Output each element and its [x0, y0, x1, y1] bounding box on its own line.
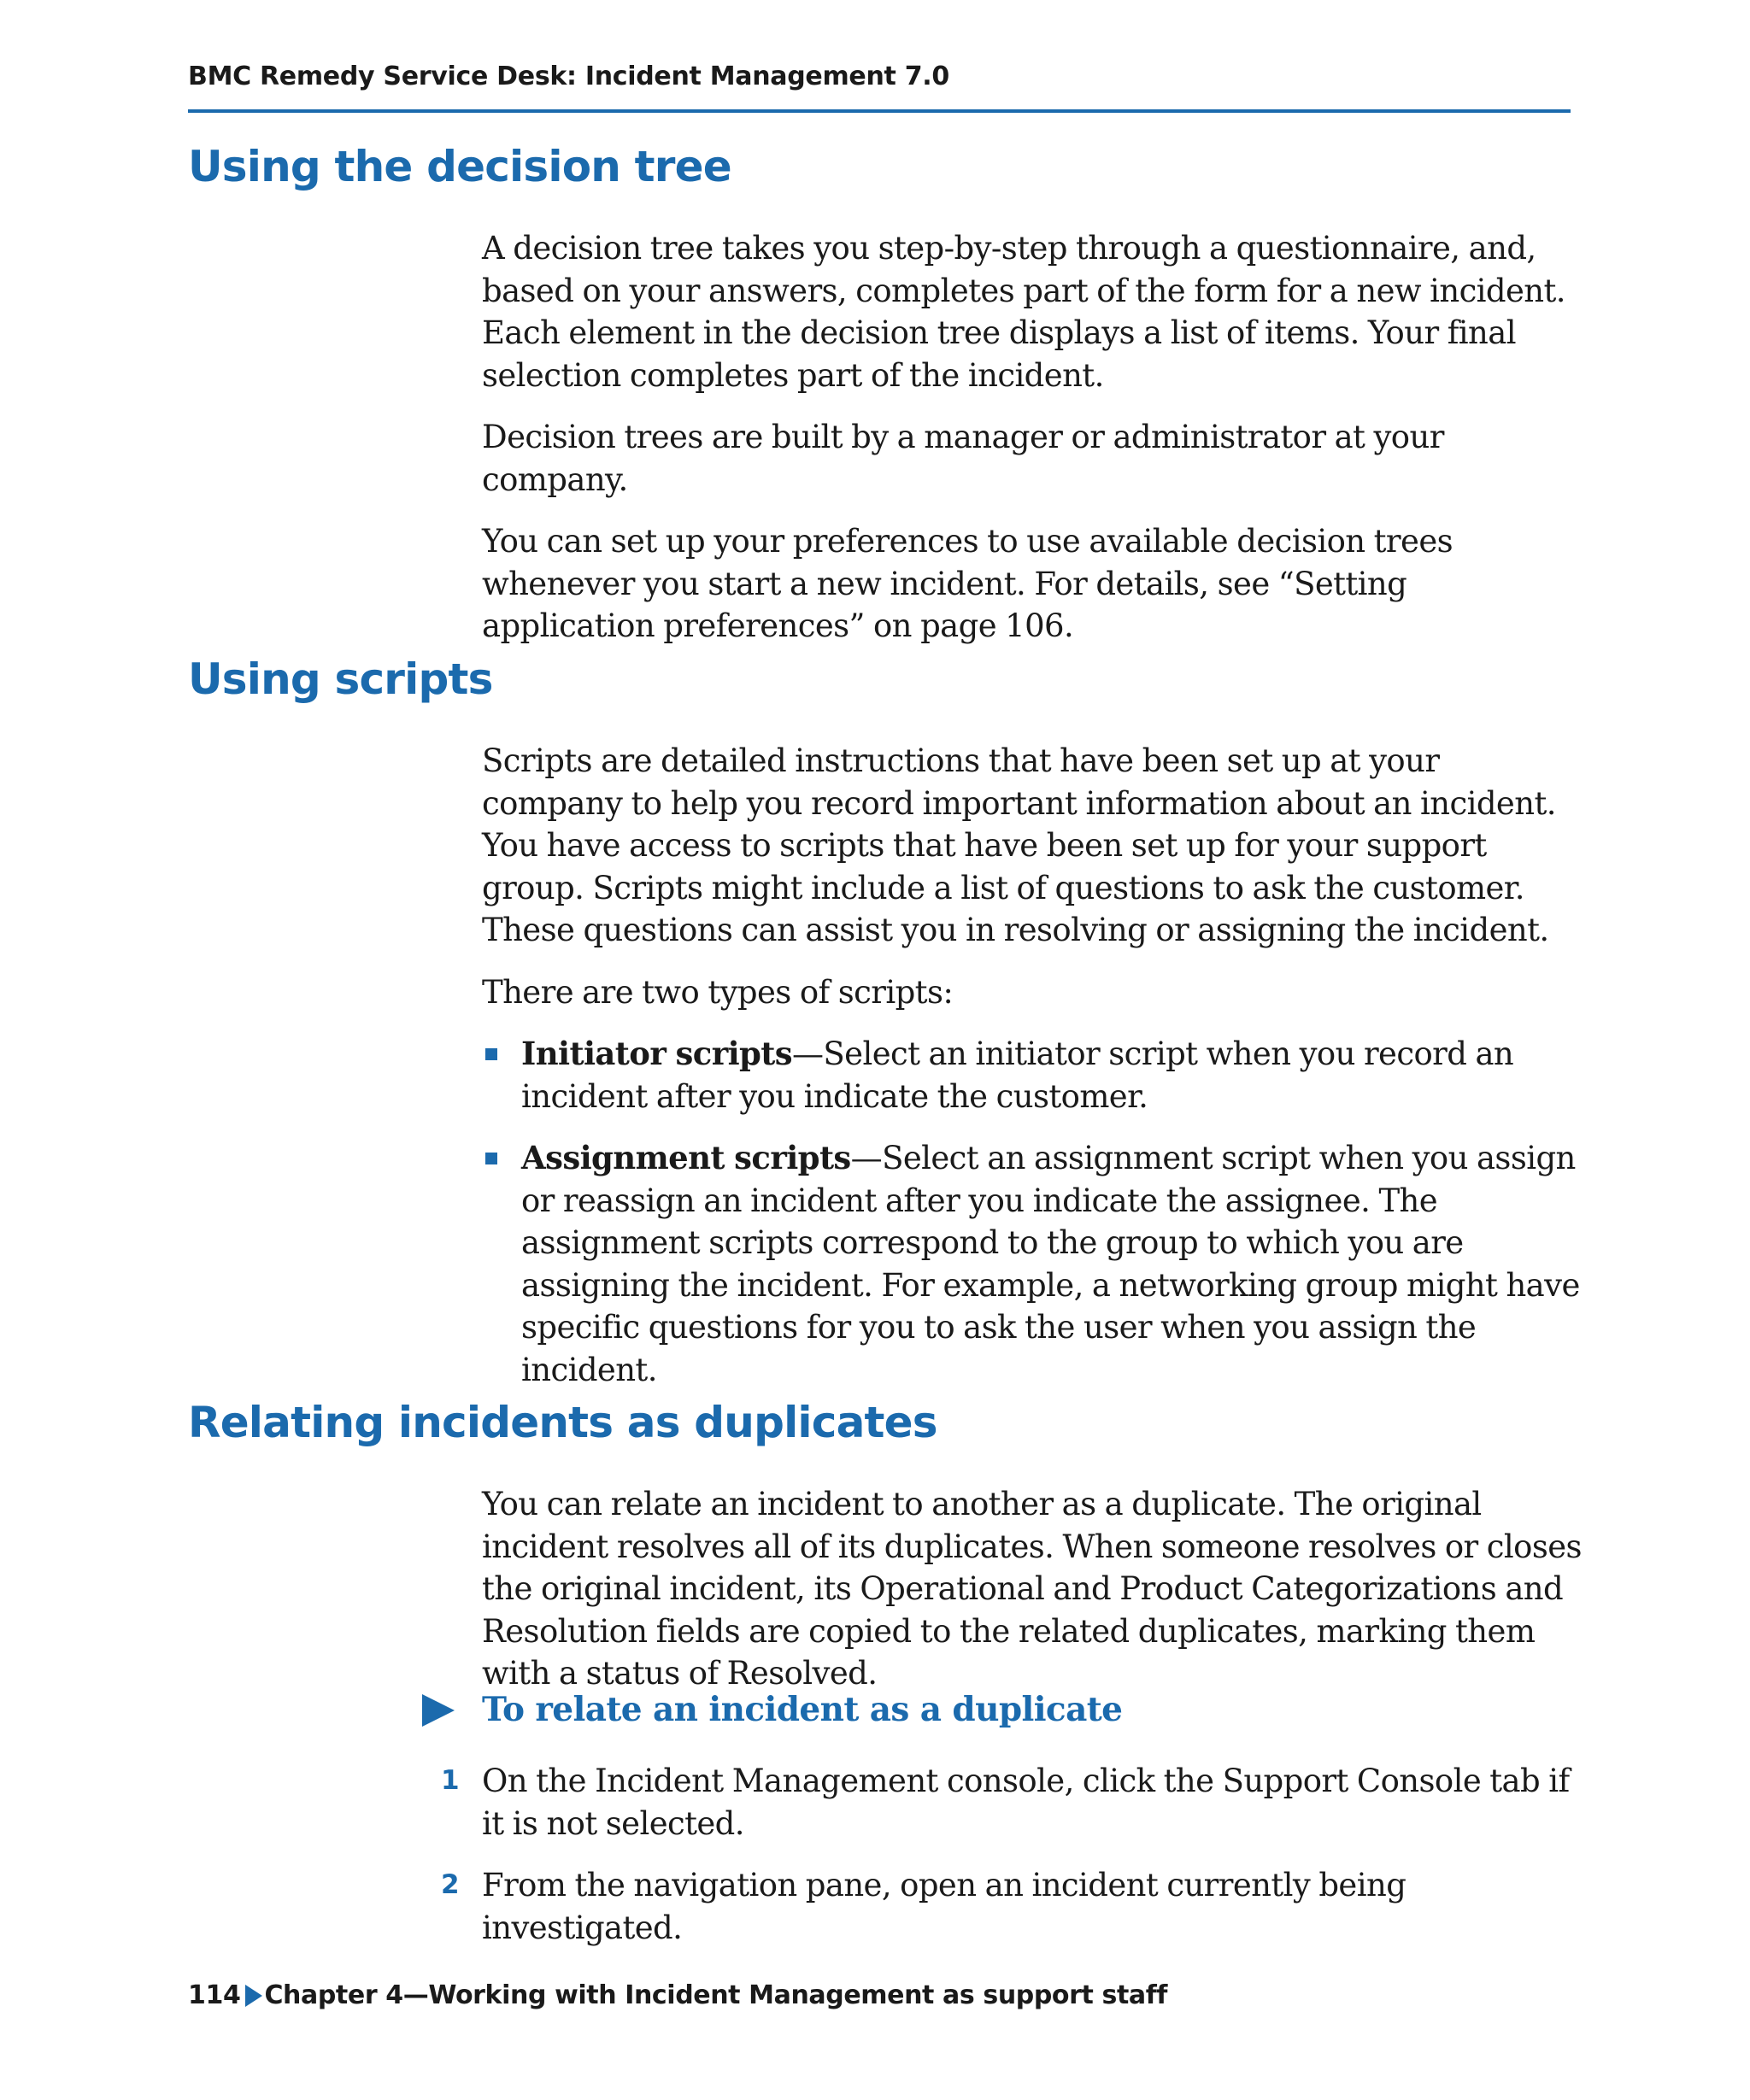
paragraph: You can relate an incident to another as a duplicate. The original incident resolves all of its duplicates. When someone resolves or closes the original incident, its Operational and Product Categorizations and Resolution fields are copied to the related duplicates, marking them with a status of Resolved. [482, 1486, 1582, 1692]
heading-relating-duplicates: Relating incidents as duplicates [188, 1398, 937, 1447]
script-types-list [482, 1033, 1584, 1391]
paragraph: Scripts are detailed instructions that have been set up at your company to help you record important information about an incident. You have access to scripts that have been set up for your support group. Scripts might include a list of questions to ask the customer. These questions can assist you in resolving or assigning the incident. [482, 742, 1556, 948]
paragraph: Decision trees are built by a manager or administrator at your company. [482, 419, 1444, 498]
procedure-step [438, 1760, 1584, 1845]
chapter-title: Chapter 4—Working with Incident Management as support staff [264, 1980, 1168, 2010]
scripts-body [482, 740, 1584, 1411]
triangle-right-icon [245, 1985, 262, 2007]
step-number: 1 [441, 1765, 459, 1796]
heading-decision-tree: Using the decision tree [188, 142, 731, 191]
header-rule [188, 109, 1571, 113]
step-number: 2 [441, 1869, 459, 1900]
bullet-text: —Select an assignment script when you assign or reassign an incident after you indicate the assignee. The assignment scripts correspond to the group to which you are assigning the incident. For example, a networking group might have specific questions for you to ask the user when you assign the incident. [521, 1140, 1580, 1388]
list-item [482, 1033, 1584, 1117]
square-bullet-icon [485, 1153, 497, 1164]
duplicates-body [482, 1483, 1584, 1715]
paragraph: A decision tree takes you step-by-step through a questionnaire, and, based on your answers, completes part of the form for a new incident. Each element in the decision tree displays a list of items. Your final selection completes part of the incident. [482, 230, 1565, 394]
decision-tree-body [482, 227, 1584, 667]
list-item [482, 1137, 1584, 1391]
square-bullet-icon [485, 1048, 497, 1060]
running-header: BMC Remedy Service Desk: Incident Management 7.0 [188, 62, 949, 91]
page-footer [188, 1980, 1167, 2010]
step-text: From the navigation pane, open an incident currently being investigated. [482, 1867, 1406, 1946]
page-number: 114 [188, 1980, 241, 2010]
bullet-term: Initiator scripts [521, 1035, 793, 1072]
paragraph: There are two types of scripts: [482, 973, 954, 1011]
heading-using-scripts: Using scripts [188, 654, 493, 704]
triangle-right-icon [422, 1694, 455, 1727]
bullet-term: Assignment scripts [521, 1139, 851, 1176]
procedure-title-text: To relate an incident as a duplicate [482, 1690, 1123, 1729]
step-text: On the Incident Management console, click the Support Console tab if it is not selected. [482, 1763, 1570, 1842]
procedure-steps [438, 1760, 1584, 1968]
bullet-text: —Select an initiator script when you record an incident after you indicate the customer. [521, 1035, 1514, 1115]
paragraph: You can set up your preferences to use available decision trees whenever you start a new incident. For details, see “Setting application preferences” on page 106. [482, 523, 1453, 644]
procedure-step [438, 1864, 1584, 1949]
